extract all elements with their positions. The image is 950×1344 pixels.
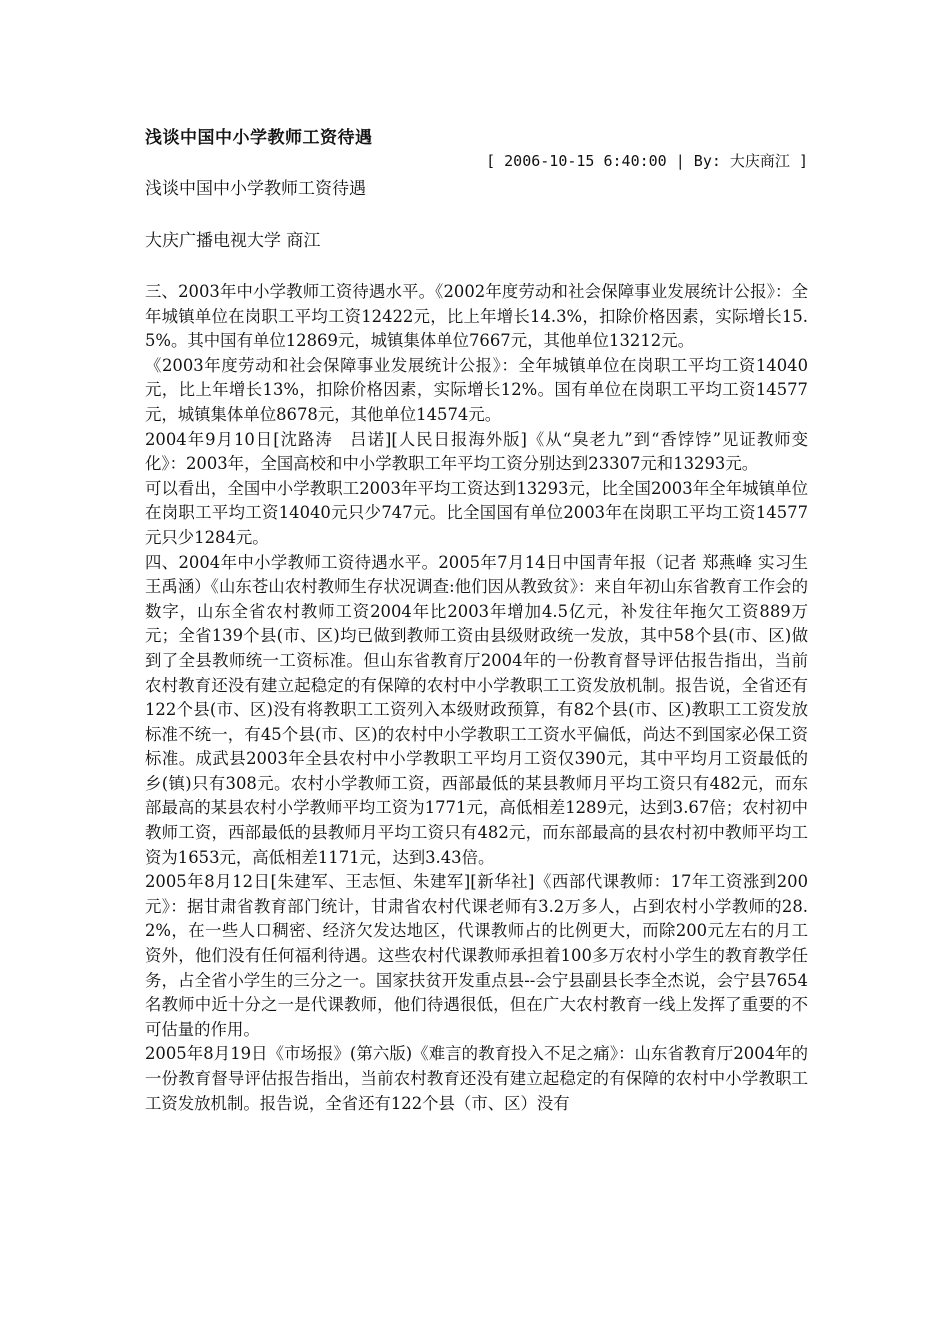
article-body [145, 280, 808, 1116]
post-meta: [ 2006-10-15 6:40:00 | By: 大庆商江 ] [486, 152, 808, 170]
paragraph: 2005年8月19日《市场报》(第六版)《难言的教育投入不足之痛》：山东省教育厅2004年的一份教育督导评估报告指出，当前农村教育还没有建立起稳定的有保障的农村中小学教职工工资发放机制。报告说，全省还有122个县（市、区）没有 [145, 1044, 808, 1113]
author-line: 大庆广播电视大学 商江 [145, 231, 321, 251]
paragraph: 三、2003年中小学教师工资待遇水平。《2002年度劳动和社会保障事业发展统计公报》：全年城镇单位在岗职工平均工资12422元，比上年增长14.3%，扣除价格因素，实际增长15.5%。其中国有单位12869元，城镇集体单位7667元，其他单位13212元。 [145, 282, 808, 351]
document-title: 浅谈中国中小学教师工资待遇 [145, 128, 373, 148]
document-subtitle: 浅谈中国中小学教师工资待遇 [145, 179, 366, 199]
paragraph: 2004年9月10日[沈路涛 吕诺][人民日报海外版]《从“臭老九”到“香饽饽”见证教师变化》：2003年，全国高校和中小学教职工年平均工资分别达到23307元和13293元。 [145, 429, 808, 474]
paragraph: 四、2004年中小学教师工资待遇水平。2005年7月14日中国青年报（记者 郑燕峰 实习生 王禹涵）《山东苍山农村教师生存状况调查:他们因从教致贫》：来自年初山东省教育工作会的数字，山东全省农村教师工资2004年比2003年增加4.5亿元，补发往年拖欠工资889万元；全省139个县(市、区)均已做到教师工资由县级财政统一发放，其中58个县(市、区)做到了全县教师统一工资标准。但山东省教育厅2004年的一份教育督导评估报告指出，当前农村教育还没有建立起稳定的有保障的农村中小学教职工工资发放机制。报告说，全省还有122个县(市、区)没有将教职工工资列入本级财政预算，有82个县(市、区)教职工工资发放标准不统一，有45个县(市、区)的农村中小学教职工工资水平偏低，尚达不到国家必保工资标准。成武县2003年全县农村中小学教职工平均月工资仅390元，其中平均月工资最低的乡(镇)只有308元。农村小学教师工资，西部最低的某县教师月平均工资只有482元，而东部最高的某县农村小学教师平均工资为1771元，高低相差1289元，达到3.67倍；农村初中教师工资，西部最低的县教师月平均工资只有482元，而东部最高的县农村初中教师平均工资为1653元，高低相差1171元，达到3.43倍。 [145, 552, 808, 867]
paragraph: 《2003年度劳动和社会保障事业发展统计公报》：全年城镇单位在岗职工平均工资14040元，比上年增长13%，扣除价格因素，实际增长12%。国有单位在岗职工平均工资14577元，城镇集体单位8678元，其他单位14574元。 [145, 355, 808, 424]
document-page [145, 126, 808, 1116]
paragraph: 2005年8月12日[朱建军、王志恒、朱建军][新华社]《西部代课教师：17年工资涨到200元》：据甘肃省教育部门统计，甘肃省农村代课老师有3.2万多人，占到农村小学教师的28.2%，在一些人口稠密、经济欠发达地区，代课教师占的比例更大，而除200元左右的月工资外，他们没有任何福利待遇。这些农村代课教师承担着100多万农村小学生的教育教学任务，占全省小学生的三分之一。国家扶贫开发重点县--会宁县副县长李全杰说，会宁县7654名教师中近十分之一是代课教师，他们待遇很低，但在广大农村教育一线上发挥了重要的不可估量的作用。 [145, 872, 808, 1039]
paragraph: 可以看出，全国中小学教职工2003年平均工资达到13293元，比全国2003年全年城镇单位在岗职工平均工资14040元只少747元。比全国国有单位2003年在岗职工平均工资14577元只少1284元。 [145, 478, 808, 547]
